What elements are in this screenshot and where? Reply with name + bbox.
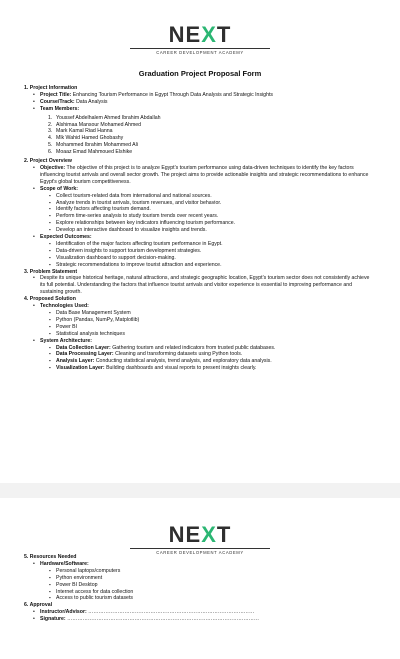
architecture-list [24, 345, 376, 373]
logo [0, 524, 400, 555]
team-member: 5. Mohammed Ibrahim Mohammed Ali [24, 142, 376, 149]
objective-item: • Objective: The objective of this project is to analyze Egypt's tourism performance using data-driven techniques to identify the key factors influencing tourist arrivals and overall sector growth. The project aims to provide actionable insights and strategic recommendations to enhance Egypt's global tourism competitiveness. [24, 165, 376, 186]
team-member: 1. Youssef Abdelhalem Ahmed Ibrahim Abdallah [24, 115, 376, 122]
scope-point: ▪ Collect tourism-related data from international and national sources. [24, 193, 376, 200]
scope-point: ▪ Analyze trends in tourist arrivals, tourism revenues, and visitor behavior. [24, 200, 376, 207]
outcomes-heading-list [24, 234, 376, 241]
page-2 [0, 498, 400, 659]
section-heading-2: 2. Project Overview [24, 158, 72, 165]
problem-list [24, 275, 376, 296]
team-member: 3. Mark Kamal Riad Hanna [24, 128, 376, 135]
resource-point: ▪ Access to public tourism datasets [24, 595, 376, 602]
outcomes-item: • Expected Outcomes: [24, 234, 376, 241]
outcome-point: ▪ Identification of the major factors affecting tourism performance in Egypt. [24, 241, 376, 248]
scope-point: ▪ Perform time-series analysis to study tourism trends over recent years. [24, 213, 376, 220]
resource-point: ▪ Python environment [24, 575, 376, 582]
project-title-item: • Project Title: Enhancing Tourism Performance in Egypt Through Data Analysis and Strategic Insights [24, 92, 376, 99]
hardware-list [24, 568, 376, 603]
tech-heading-list [24, 303, 376, 310]
team-member: 4. Mlk Wahid Hamed Ghobashy [24, 135, 376, 142]
logo-subtitle: CAREER DEVELOPMENT ACADEMY [130, 48, 270, 55]
arch-heading-list [24, 338, 376, 345]
proposal-content [24, 85, 376, 372]
track-item: • Course/Track: Data Analysis [24, 99, 376, 106]
project-info-list [24, 92, 376, 113]
team-member: 6. Moaaz Emad Mahmoued Elshike [24, 149, 376, 156]
section-heading-4: 4. Proposed Solution [24, 296, 76, 303]
outcome-point: ▪ Strategic recommendations to improve tourist attraction and experience. [24, 262, 376, 269]
scope-point: ▪ Identify factors affecting tourism demand. [24, 206, 376, 213]
logo-wordmark: NEXT [168, 522, 232, 547]
architecture-layer: ▪ Visualization Layer: Building dashboards and visual reports to present insights clearly. [24, 365, 376, 372]
overview-list [24, 165, 376, 193]
logo-subtitle: CAREER DEVELOPMENT ACADEMY [130, 548, 270, 555]
section-heading-5: 5. Resources Needed [24, 554, 77, 560]
hardware-item: • Hardware/Software: [24, 561, 376, 568]
section-heading-6: 6. Approval [24, 602, 53, 609]
section-heading-3: 3. Problem Statement [24, 268, 78, 275]
outcomes-list [24, 241, 376, 269]
signature-field: • Signature: ………………………………………………………………………………………………… [24, 616, 376, 623]
hw-heading-list [24, 561, 376, 568]
team-members-item: • Team Members: [24, 106, 376, 113]
technology-point: ▪ Data Base Management System [24, 310, 376, 317]
team-members-list [24, 115, 376, 156]
technologies-list [24, 310, 376, 338]
scope-list [24, 193, 376, 234]
logo-wordmark: NEXT [168, 22, 232, 47]
outcome-point: ▪ Visualization dashboard to support decision-making. [24, 255, 376, 262]
logo [0, 24, 400, 55]
technologies-item: • Technologies Used: [24, 303, 376, 310]
team-member: 2. Alshimaa Mansour Mohamed Ahmed [24, 122, 376, 129]
resource-point: ▪ Personal laptops/computers [24, 568, 376, 575]
scope-point: ▪ Explore relationships between key indicators influencing tourism performance. [24, 220, 376, 227]
scope-item: • Scope of Work: [24, 186, 376, 193]
architecture-layer: ▪ Analysis Layer: Conducting statistical analysis, trend analysis, and exploratory data analysis. [24, 358, 376, 365]
page-separator [0, 483, 400, 498]
technology-point: ▪ Statistical analysis techniques [24, 331, 376, 338]
page-title: Graduation Project Proposal Form [138, 69, 262, 78]
proposal-content-2 [24, 554, 376, 623]
technology-point: ▪ Python (Pandas, NumPy, Matplotlib) [24, 317, 376, 324]
section-heading-1: 1. Project Information [24, 85, 78, 91]
resource-point: ▪ Internet access for data collection [24, 589, 376, 596]
resource-point: ▪ Power BI Desktop [24, 582, 376, 589]
instructor-field: • Instructor/Advisor: …………………………………………………………………………………… [24, 609, 376, 616]
architecture-item: • System Architecture: [24, 338, 376, 345]
outcome-point: ▪ Data-driven insights to support tourism development strategies. [24, 248, 376, 255]
problem-statement-text: • Despite its unique historical heritage, natural attractions, and strategic geographic location, Egypt's tourism sector does not consistently achieve its full potential. Understanding the factors that influence tourist arrivals and visitor experience is essential to improving performance and sustaining growth. [24, 275, 376, 296]
technology-point: ▪ Power BI [24, 324, 376, 331]
architecture-layer: ▪ Data Collection Layer: Gathering tourism and related indicators from trusted public databases. [24, 345, 376, 352]
approval-list [24, 609, 376, 623]
scope-point: ▪ Develop an interactive dashboard to visualize insights and trends. [24, 227, 376, 234]
architecture-layer: ▪ Data Processing Layer: Cleaning and transforming datasets using Python tools. [24, 351, 376, 358]
